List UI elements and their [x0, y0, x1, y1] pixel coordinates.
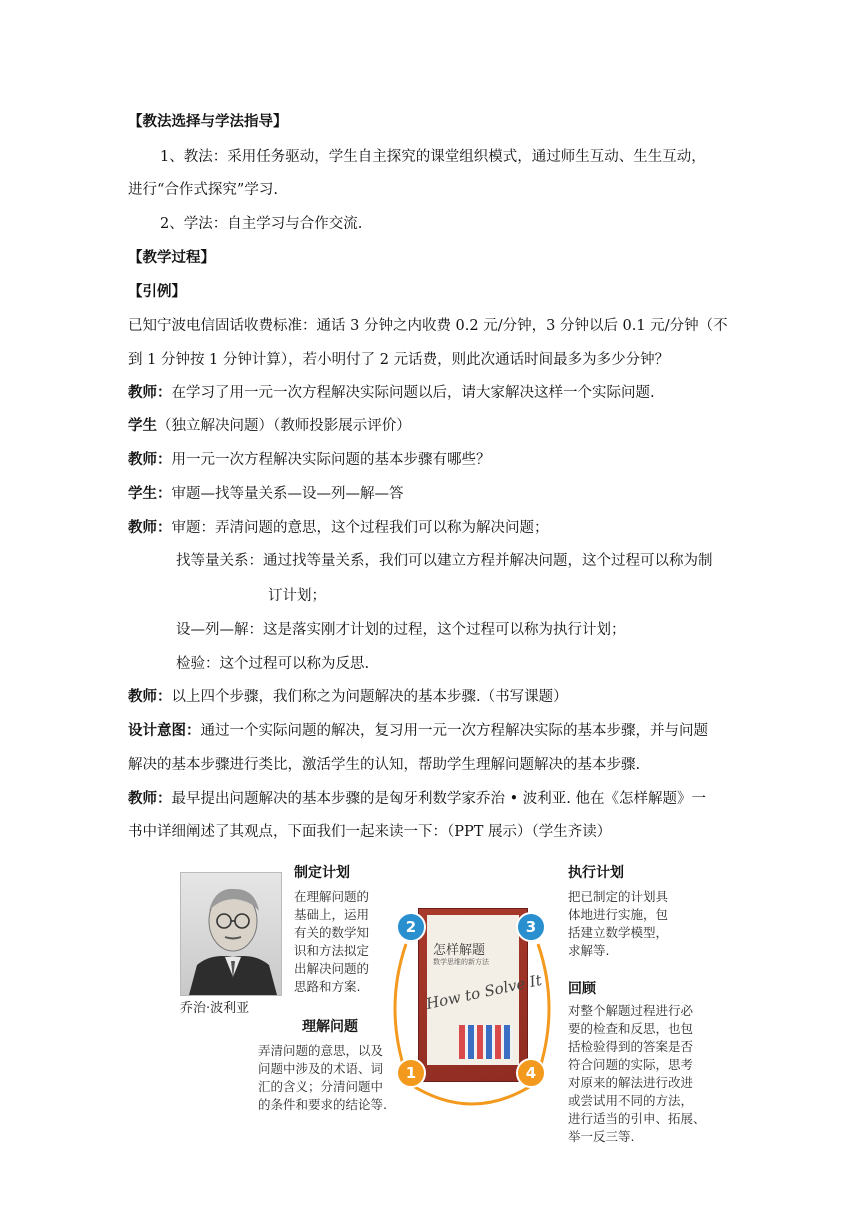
example-line1: 已知宁波电信固话收费标准：通话 3 分钟之内收费 0.2 元/分钟，3 分钟以后 0.1 元/分钟（不 — [128, 318, 728, 334]
plan-text-line: 基础上，运用 — [294, 907, 370, 922]
book-cube-graphic — [459, 1025, 513, 1059]
paragraph-text: 用一元一次方程解决实际问题的基本步骤有哪些？ — [171, 452, 491, 468]
method-1-line2: 进行“合作式探究”学习. — [128, 182, 278, 198]
book-title: 怎样解题 — [433, 943, 486, 958]
speaker-label: 教师： — [128, 790, 172, 807]
heading-example: 【引例】 — [128, 283, 186, 300]
portrait-caption: 乔治·波利亚 — [180, 1001, 250, 1016]
understand-text — [258, 1042, 387, 1114]
student-line-2 — [128, 484, 740, 504]
speaker-label: 学生： — [128, 485, 172, 502]
book-cover — [418, 908, 544, 1082]
design-intent-line1 — [128, 721, 740, 741]
teacher-line-5b: 书中详细阐述了其观点，下面我们一起来读一下：（PPT 展示）（学生齐读） — [128, 824, 612, 840]
review-text-line: 对原来的解法进行改进 — [568, 1075, 694, 1090]
plan-text — [294, 888, 369, 996]
student-line-1 — [128, 416, 740, 436]
execute-text-line: 把已制定的计划具 — [568, 889, 669, 904]
review-text — [568, 1002, 706, 1146]
method-1-line1: 1、教法：采用任务驱动，学生自主探究的课堂组织模式，通过师生互动、生生互动， — [160, 149, 706, 165]
review-text-line: 进行适当的引申、拓展、 — [568, 1111, 706, 1126]
execute-text — [568, 888, 668, 960]
teacher-line-3 — [128, 518, 740, 538]
speaker-label: 学生 — [128, 417, 157, 434]
teacher-line-5 — [128, 789, 740, 809]
step-4-badge: 4 — [516, 1058, 546, 1088]
understand-text-line: 弄清问题的意思，以及 — [258, 1043, 384, 1058]
review-text-line: 符合问题的实际，思考 — [568, 1057, 694, 1072]
example-line2: 到 1 分钟按 1 分钟计算），若小明付了 2 元话费，则此次通话时间最多为多少分钟？ — [128, 352, 670, 368]
paragraph-text: 审题：弄清问题的意思，这个过程我们可以称为解决问题； — [171, 520, 549, 536]
book-cursive-title: How to Solve It — [424, 970, 544, 1014]
plan-text-line: 思路和方案. — [294, 979, 361, 994]
plan-title: 制定计划 — [294, 865, 350, 881]
design-label: 设计意图： — [128, 722, 201, 739]
polya-steps-figure — [178, 848, 718, 1158]
speaker-label: 教师： — [128, 519, 172, 536]
plan-text-line: 识和方法拟定 — [294, 943, 370, 958]
plan-text-line: 出解决问题的 — [294, 961, 370, 976]
teacher-line-2 — [128, 450, 740, 470]
plan-text-line: 在理解问题的 — [294, 889, 370, 904]
paragraph-text: 审题—找等量关系—设—列—解—答 — [171, 486, 404, 502]
understand-text-line: 的条件和要求的结论等. — [258, 1097, 387, 1112]
step-find-line1: 找等量关系：通过找等量关系，我们可以建立方程并解决问题，这个过程可以称为制 — [176, 553, 713, 569]
review-text-line: 要的检查和反思，也包 — [568, 1021, 694, 1036]
execute-text-line: 括建立数学模型， — [568, 925, 669, 940]
speaker-label: 教师： — [128, 384, 172, 401]
design-intent-line2: 解决的基本步骤进行类比，激活学生的认知，帮助学生理解问题解决的基本步骤. — [128, 757, 641, 773]
understand-text-line: 问题中涉及的术语、词 — [258, 1061, 384, 1076]
heading-method: 【教法选择与学法指导】 — [128, 113, 288, 130]
method-2: 2、学法：自主学习与合作交流. — [160, 216, 363, 232]
review-text-line: 括检验得到的答案是否 — [568, 1039, 694, 1054]
review-text-line: 举一反三等. — [568, 1129, 635, 1144]
speaker-label: 教师： — [128, 451, 172, 468]
heading-process: 【教学过程】 — [128, 249, 215, 266]
execute-title: 执行计划 — [568, 865, 624, 881]
step-2-badge: 2 — [396, 912, 426, 942]
review-title: 回顾 — [568, 981, 596, 997]
paragraph-text: 通过一个实际问题的解决，复习用一元一次方程解决实际的基本步骤，并与问题 — [200, 723, 708, 739]
review-text-line: 或尝试用不同的方法， — [568, 1093, 694, 1108]
book-subtitle: 数学思维的新方法 — [433, 958, 489, 966]
step-solve: 设—列—解：这是落实刚才计划的过程，这个过程可以称为执行计划； — [176, 622, 626, 638]
paragraph-text: 最早提出问题解决的基本步骤的是匈牙利数学家乔治 • 波利亚. 他在《怎样解题》一 — [171, 791, 706, 807]
teacher-line-4 — [128, 687, 740, 707]
step-3-badge: 3 — [516, 912, 546, 942]
step-check: 检验：这个过程可以称为反思. — [176, 656, 370, 672]
review-text-line: 对整个解题过程进行必 — [568, 1003, 694, 1018]
teacher-line-1 — [128, 383, 740, 403]
execute-text-line: 求解等. — [568, 943, 610, 958]
paragraph-text: 在学习了用一元一次方程解决实际问题以后，请大家解决这样一个实际问题. — [171, 385, 655, 401]
execute-text-line: 体地进行实施，包 — [568, 907, 669, 922]
plan-text-line: 有关的数学知 — [294, 925, 370, 940]
step-1-badge: 1 — [396, 1058, 426, 1088]
understand-text-line: 汇的含义；分清问题中 — [258, 1079, 384, 1094]
step-find-line2: 订计划； — [268, 588, 326, 604]
speaker-label: 教师： — [128, 688, 172, 705]
paragraph-text: （独立解决问题）（教师投影展示评价） — [157, 418, 411, 434]
understand-title: 理解问题 — [302, 1019, 358, 1035]
paragraph-text: 以上四个步骤，我们称之为问题解决的基本步骤.（书写课题） — [171, 689, 568, 705]
